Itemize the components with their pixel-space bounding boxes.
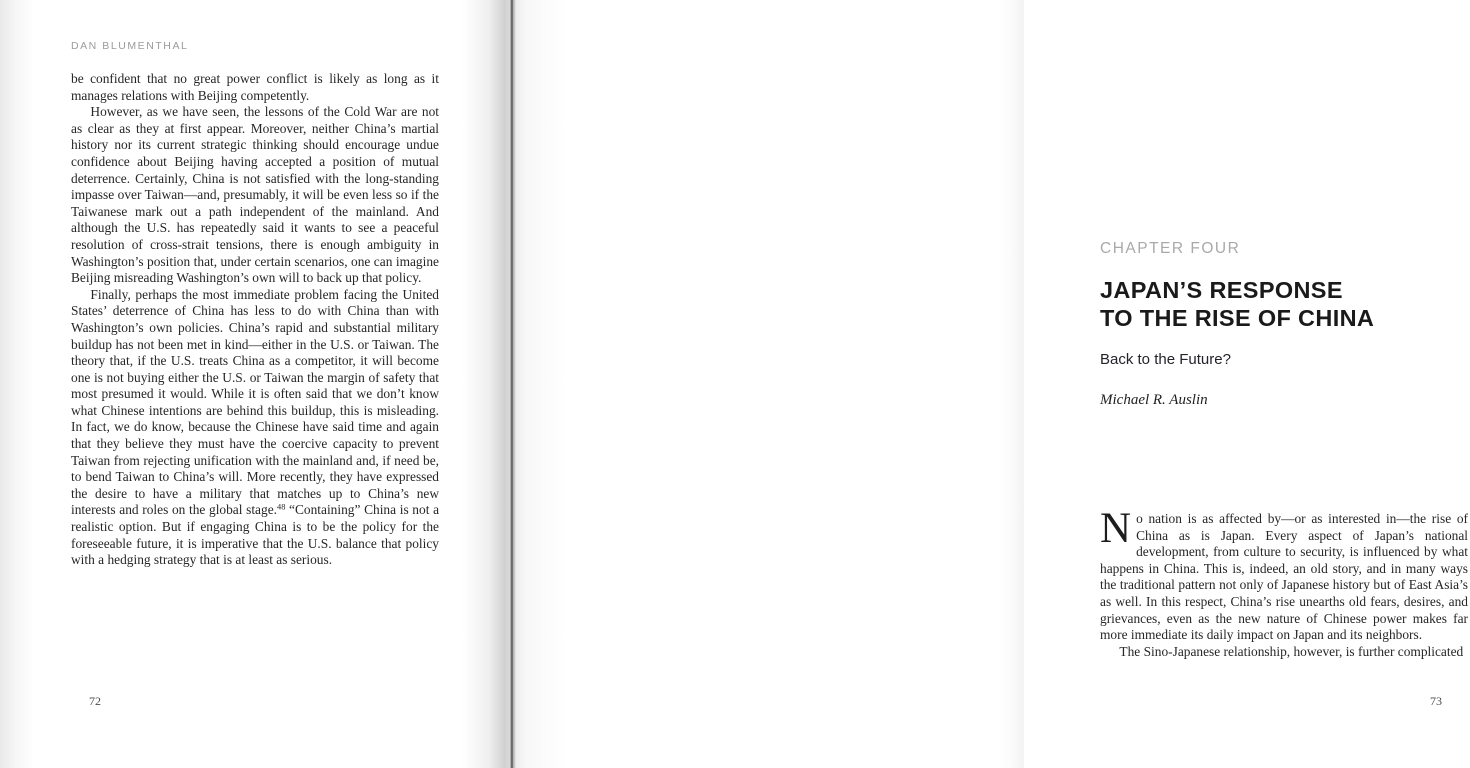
paragraph-text-after-footnote: “Containing” China is not a realistic option. But if engaging China is to be the policy for the foreseeable future, it is imperative that the U.S. balance that policy with a hedging strategy that is at least as serious.	[71, 502, 440, 568]
paragraph-with-footnote	[71, 287, 439, 569]
page-number-left: 72	[89, 694, 101, 708]
opening-paragraph-text: o nation is as affected by—or as interested in—the rise of China as is Japan. Every aspect of Japan’s national development, from culture to security, is influenced by what happens in China. This is, indeed, an old story, and in many ways the traditional pattern not only of Japanese history but of East Asia’s as well. In this respect, China’s rise unearths old fears, desires, and grievances, even as the new nature of Chinese power makes far more immediate its daily impact on Japan and its neighbors.	[1100, 511, 1468, 643]
left-page-text-column	[71, 71, 439, 569]
chapter-opener	[1100, 240, 1470, 409]
paragraph: be confident that no great power conflict is likely as long as it manages relations with Beijing competently.	[71, 71, 439, 103]
opening-paragraph	[1100, 505, 1468, 644]
chapter-subtitle: Back to the Future?	[1100, 351, 1231, 368]
paragraph-text-before-footnote: Finally, perhaps the most immediate problem facing the United States’ deterrence of China has less to do with China than with Washington’s own policies. China’s rapid and substantial military buildup has not been met in kind—either in the U.S. or Taiwan. The theory that, if the U.S. treats China as a competitor, it will become one is not buying either the U.S. or Taiwan the margin of safety that most presumed it would. While it is often said that we don’t know what Chinese intentions are behind this buildup, this is misleading. In fact, we do know, because the Chinese have said time and again that they believe they must have the coercive capacity to prevent Taiwan from rejecting unification with the mainland and, if need be, to bend Taiwan to China’s will. More recently, they have expressed the desire to have a military that matches up to China’s new interests and roles on the global stage.	[71, 286, 439, 518]
chapter-author: Michael R. Auslin	[1100, 392, 1208, 408]
paragraph: However, as we have seen, the lessons of the Cold War are not as clear as they at first appear. Moreover, neither China’s martial history nor its current strategic thinking should encourage undue confidence about Beijing having accepted a position of mutual deterrence. Certainly, China is not satisfied with the long-standing impasse over Taiwan—and, presumably, it will be even less so if the Taiwanese mark out a path independent of the mainland. And although the U.S. has repeatedly said it wants to see a peaceful resolution of cross-strait tensions, there is enough ambiguity in Washington’s position that, under certain scenarios, one can imagine Beijing misreading Washington’s own will to back up that policy.	[71, 104, 439, 286]
chapter-number-label: CHAPTER FOUR	[1100, 240, 1241, 257]
chapter-title-line-1: JAPAN’S RESPONSE	[1100, 277, 1343, 303]
paragraph: The Sino-Japanese relationship, however, is further complicated	[1119, 643, 1464, 659]
drop-cap: N	[1100, 505, 1132, 552]
page-number-right: 73	[1430, 694, 1442, 708]
chapter-title	[1100, 277, 1470, 332]
right-page-text-column	[1100, 505, 1468, 660]
left-page	[0, 0, 513, 768]
running-head-author: DAN BLUMENTHAL	[71, 40, 189, 52]
footnote-marker[interactable]: 48	[277, 503, 286, 513]
chapter-title-line-2: TO THE RISE OF CHINA	[1100, 304, 1375, 331]
right-page	[513, 0, 1468, 768]
